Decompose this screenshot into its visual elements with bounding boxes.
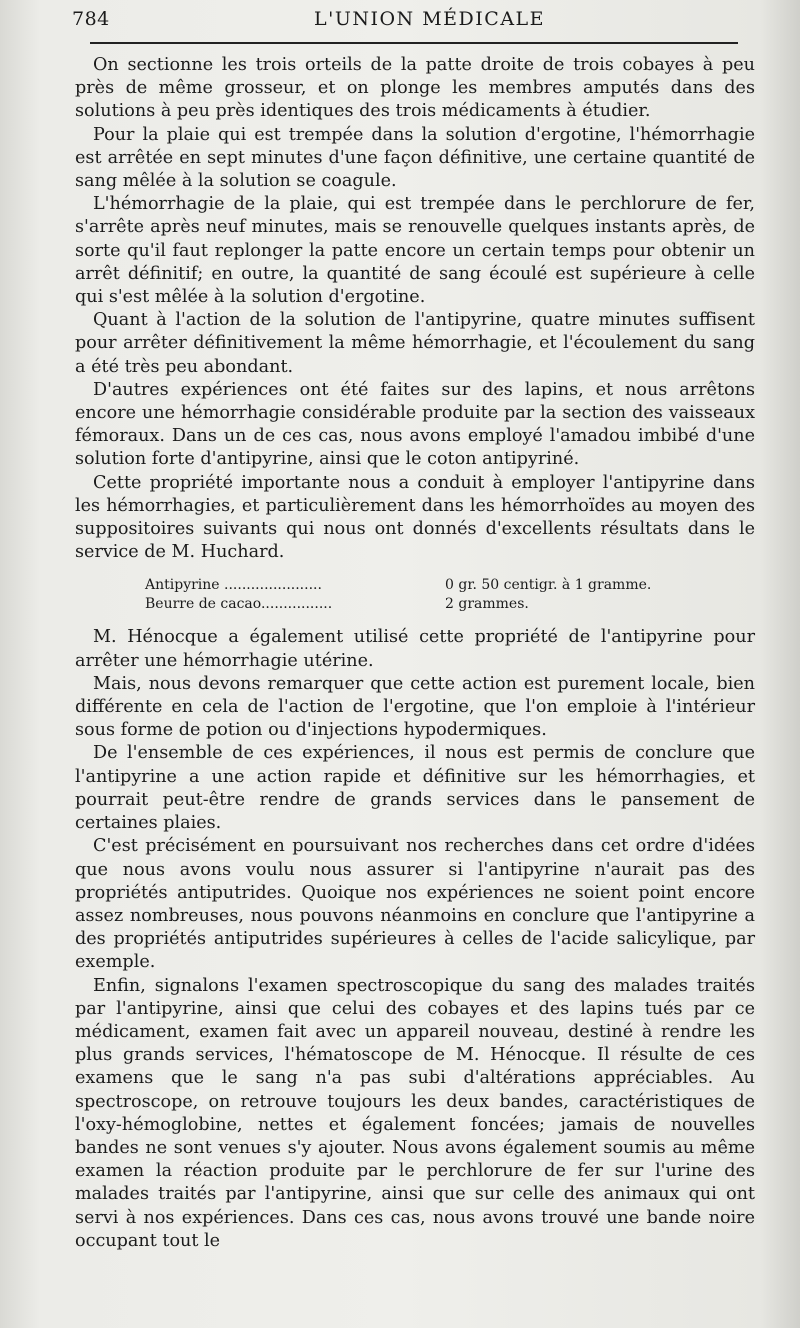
paragraph: On sectionne les trois orteils de la patte droite de trois cobayes à peu près de même grosseur, et on plonge les membres amputés dans des solutions à peu près identiques des trois médicaments à étudier. — [75, 55, 755, 122]
paragraph: Pour la plaie qui est trempée dans la solution d'ergotine, l'hémorrhagie est arrêtée en sept minutes d'une façon définitive, une certaine quantité de sang mêlée à la solution se coagule. — [75, 124, 755, 192]
recipe-row — [145, 595, 705, 614]
paragraph: M. Hénocque a également utilisé cette propriété de l'antipyrine pour arrêter une hémorrhagie utérine. — [75, 627, 755, 671]
paragraph: De l'ensemble de ces expériences, il nous est permis de conclure que l'antipyrine a une action rapide et définitive sur les hémorrhagies, et pourrait peut-être rendre de grands services dans le pansement de certaines plaies. — [75, 743, 755, 834]
paragraph: D'autres expériences ont été faites sur des lapins, et nous arrêtons encore une hémorrhagie considérable produite par la section des vaisseaux fémoraux. Dans un de ces cas, nous avons employé l'amadou imbibé d'une solution forte d'antipyrine, ainsi que le coton antipyriné. — [75, 379, 755, 470]
body-text — [75, 54, 755, 1253]
paragraph: Cette propriété importante nous a conduit à employer l'antipyrine dans les hémorrhagies, et particulièrement dans les hémorrhoïdes au moyen des suppositoires suivants qui nous ont donnés d'excellents résultats dans le service de M. Huchard. — [75, 472, 755, 563]
paragraph: Enfin, signalons l'examen spectroscopique du sang des malades traités par l'antipyrine, ainsi que celui des cobayes et des lapins tués par ce médicament, examen fait avec un appareil nouveau, destiné à rendre les plus grands services, l'hématoscope de M. Hénocque. Il résulte de ces examens que le sang n'a pas subi d'altérations appréciables. Au spectroscope, on retrouve toujours les deux bandes, caractéristiques de l'oxy-hémoglobine, nettes et également foncées; jamais de nouvelles bandes ne sont venues s'y ajouter. Nous avons également soumis au même examen la réaction produite par le perchlorure de fer sur l'urine des malades traités par l'antipyrine, ainsi que sur celle des animaux qui ont servi à nos expériences. Dans ces cas, nous avons trouvé une bande noire occupant tout le — [75, 975, 755, 1251]
recipe-quantity: 2 grammes. — [445, 596, 529, 613]
running-title: L'UNION MÉDICALE — [314, 8, 546, 30]
paragraph: Quant à l'action de la solution de l'antipyrine, quatre minutes suffisent pour arrêter définitivement la même hémorrhagie, et l'écoulement du sang a été très peu abondant. — [75, 310, 755, 377]
page-number: 784 — [72, 8, 110, 30]
recipe-table — [145, 576, 755, 614]
header-rule — [90, 42, 738, 44]
paragraph: C'est précisément en poursuivant nos recherches dans cet ordre d'idées que nous avons voulu nous assurer si l'antipyrine n'aurait pas des propriétés antiputrides. Quoique nos expériences ne soient point encore assez nombreuses, nous pouvons néanmoins en conclure que l'antipyrine a des propriétés antiputrides supérieures à celles de l'acide salicylique, par exemple. — [75, 836, 755, 973]
paragraph: Mais, nous devons remarquer que cette action est purement locale, bien différente en cela de l'action de l'ergotine, que l'on emploie à l'intérieur sous forme de potion ou d'injections hypodermiques. — [75, 673, 755, 741]
recipe-row — [145, 576, 705, 595]
recipe-ingredient: Antipyrine ...................... — [145, 577, 322, 594]
page-header — [72, 6, 752, 32]
recipe-quantity: 0 gr. 50 centigr. à 1 gramme. — [445, 577, 652, 594]
recipe-ingredient: Beurre de cacao................ — [145, 596, 333, 613]
paragraph: L'hémorrhagie de la plaie, qui est trempée dans le perchlorure de fer, s'arrête après neuf minutes, mais se renouvelle quelques instants après, de sorte qu'il faut replonger la patte encore un certain temps pour obtenir un arrêt définitif; en outre, la quantité de sang écoulé est supérieure à celle qui s'est mêlée à la solution d'ergotine. — [75, 194, 755, 308]
